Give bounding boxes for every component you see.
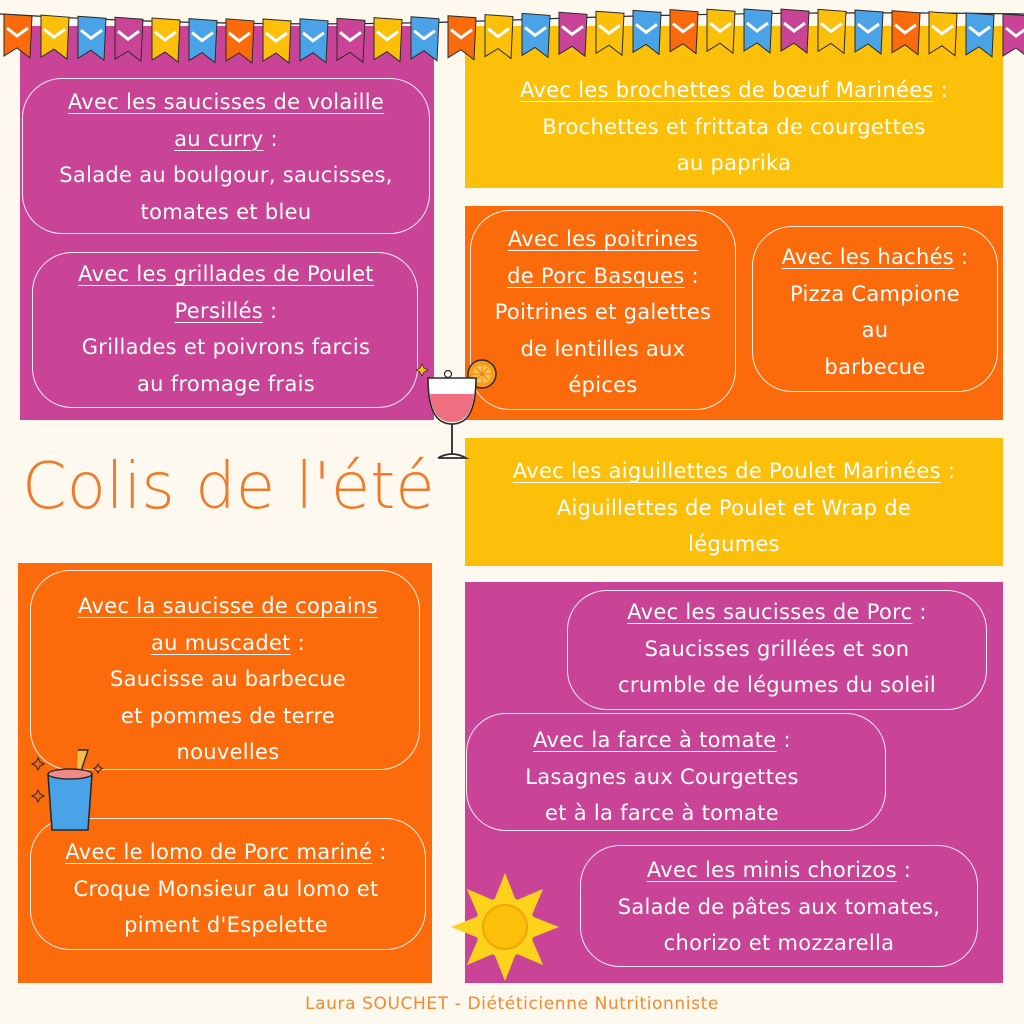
heading: au muscadet xyxy=(150,630,291,655)
page-title: Colis de l'été xyxy=(22,450,435,524)
dish-line: Lasagnes aux Courgettes xyxy=(525,764,799,789)
sun-ray xyxy=(495,955,516,981)
dish-line: Saucisses grillées et son xyxy=(644,636,910,661)
heading: Avec les poitrines xyxy=(507,227,699,251)
menu-poitrines-porc: Avec les poitrines de Porc Basques : Poitrines et galettes de lentilles aux épices xyxy=(470,221,736,404)
dish-line: au fromage frais xyxy=(137,371,315,396)
drink-cup-icon xyxy=(30,746,110,836)
dish-line: barbecue xyxy=(824,354,926,379)
heading: Avec les aiguillettes de Poulet Marinées xyxy=(512,459,941,483)
dish-line: Salade au boulgour, saucisses, xyxy=(59,163,393,187)
heading: Avec les hachés xyxy=(781,245,955,269)
footer-credit: Laura SOUCHET - Diététicienne Nutritionniste xyxy=(305,994,719,1014)
menu-minis-chorizos: Avec les minis chorizos : Salade de pâtes aux tomates, chorizo et mozzarella xyxy=(580,852,978,962)
menu-farce-tomate: Avec la farce à tomate : Lasagnes aux Courgettes et à la farce à tomate xyxy=(452,722,872,832)
dish-line: de lentilles aux xyxy=(520,336,686,361)
menu-haches: Avec les hachés : Pizza Campione au barbecue xyxy=(752,239,998,385)
dish-line: Salade de pâtes aux tomates, xyxy=(617,894,941,919)
heading: Avec les saucisses de Porc xyxy=(627,600,913,624)
heading: au curry xyxy=(174,126,264,151)
heading: Avec les grillades de Poulet xyxy=(78,262,374,286)
menu-grillades-poulet: Avec les grillades de Poulet Persillés : Grillades et poivrons farcis au fromage frais xyxy=(22,256,430,402)
dish-line: Saucisse au barbecue xyxy=(109,667,347,691)
dish-line: tomates et bleu xyxy=(140,199,312,224)
dish-line: et à la farce à tomate xyxy=(544,801,780,825)
menu-brochettes-boeuf: Avec les brochettes de bœuf Marinées : Brochettes et frittata de courgettes au paprika xyxy=(465,72,1003,182)
heading: Avec les brochettes de bœuf Marinées xyxy=(519,78,934,102)
menu-saucisses-volaille: Avec les saucisses de volaille au curry : Salade au boulgour, saucisses, tomates et bleu xyxy=(22,84,430,230)
heading: de Porc Basques xyxy=(507,263,685,288)
menu-lomo-porc: Avec le lomo de Porc mariné : Croque Monsieur au lomo et piment d'Espelette xyxy=(24,834,428,944)
dish-line: au xyxy=(861,318,889,342)
menu-aiguillettes-poulet: Avec les aiguillettes de Poulet Marinées : Aiguillettes de Poulet et Wrap de légumes xyxy=(465,453,1003,563)
dish-line: au paprika xyxy=(676,151,792,175)
heading: Avec les saucisses de volaille xyxy=(67,90,385,114)
dish-line: piment d'Espelette xyxy=(124,913,328,937)
bunting-flags xyxy=(0,0,1024,80)
sun-ray xyxy=(451,917,477,938)
menu-saucisse-copains: Avec la saucisse de copains au muscadet : Saucisse au barbecue et pommes de terre nouvelles xyxy=(30,588,426,771)
dish-line: Grillades et poivrons farcis xyxy=(81,335,371,359)
sun-icon xyxy=(450,872,560,982)
dish-line: et pommes de terre xyxy=(120,703,336,728)
heading: Avec les minis chorizos xyxy=(646,858,897,882)
heading: Avec la saucisse de copains xyxy=(78,594,378,618)
bunting-flag xyxy=(1003,14,1024,58)
menu-saucisses-porc: Avec les saucisses de Porc : Saucisses grillées et son crumble de légumes du soleil xyxy=(567,594,987,704)
dish-line: Croque Monsieur au lomo et xyxy=(73,876,379,901)
dish-line: Poitrines et galettes xyxy=(494,300,712,324)
dish-line: légumes xyxy=(688,532,780,556)
sun-ray xyxy=(495,873,516,899)
dish-line: chorizo et mozzarella xyxy=(663,931,895,955)
heading: Persillés xyxy=(174,298,264,323)
heading: Avec le lomo de Porc mariné xyxy=(65,840,373,864)
dish-line: Pizza Campione xyxy=(789,281,961,306)
cocktail-glass-icon xyxy=(414,352,506,468)
dish-line: Brochettes et frittata de courgettes xyxy=(542,114,926,139)
sun-ray xyxy=(533,917,559,938)
dish-line: crumble de légumes du soleil xyxy=(618,673,936,697)
heading: Avec la farce à tomate xyxy=(533,728,777,752)
dish-line: nouvelles xyxy=(176,740,280,764)
dish-line: Aiguillettes de Poulet et Wrap de xyxy=(556,495,912,520)
dish-line: épices xyxy=(568,373,638,397)
